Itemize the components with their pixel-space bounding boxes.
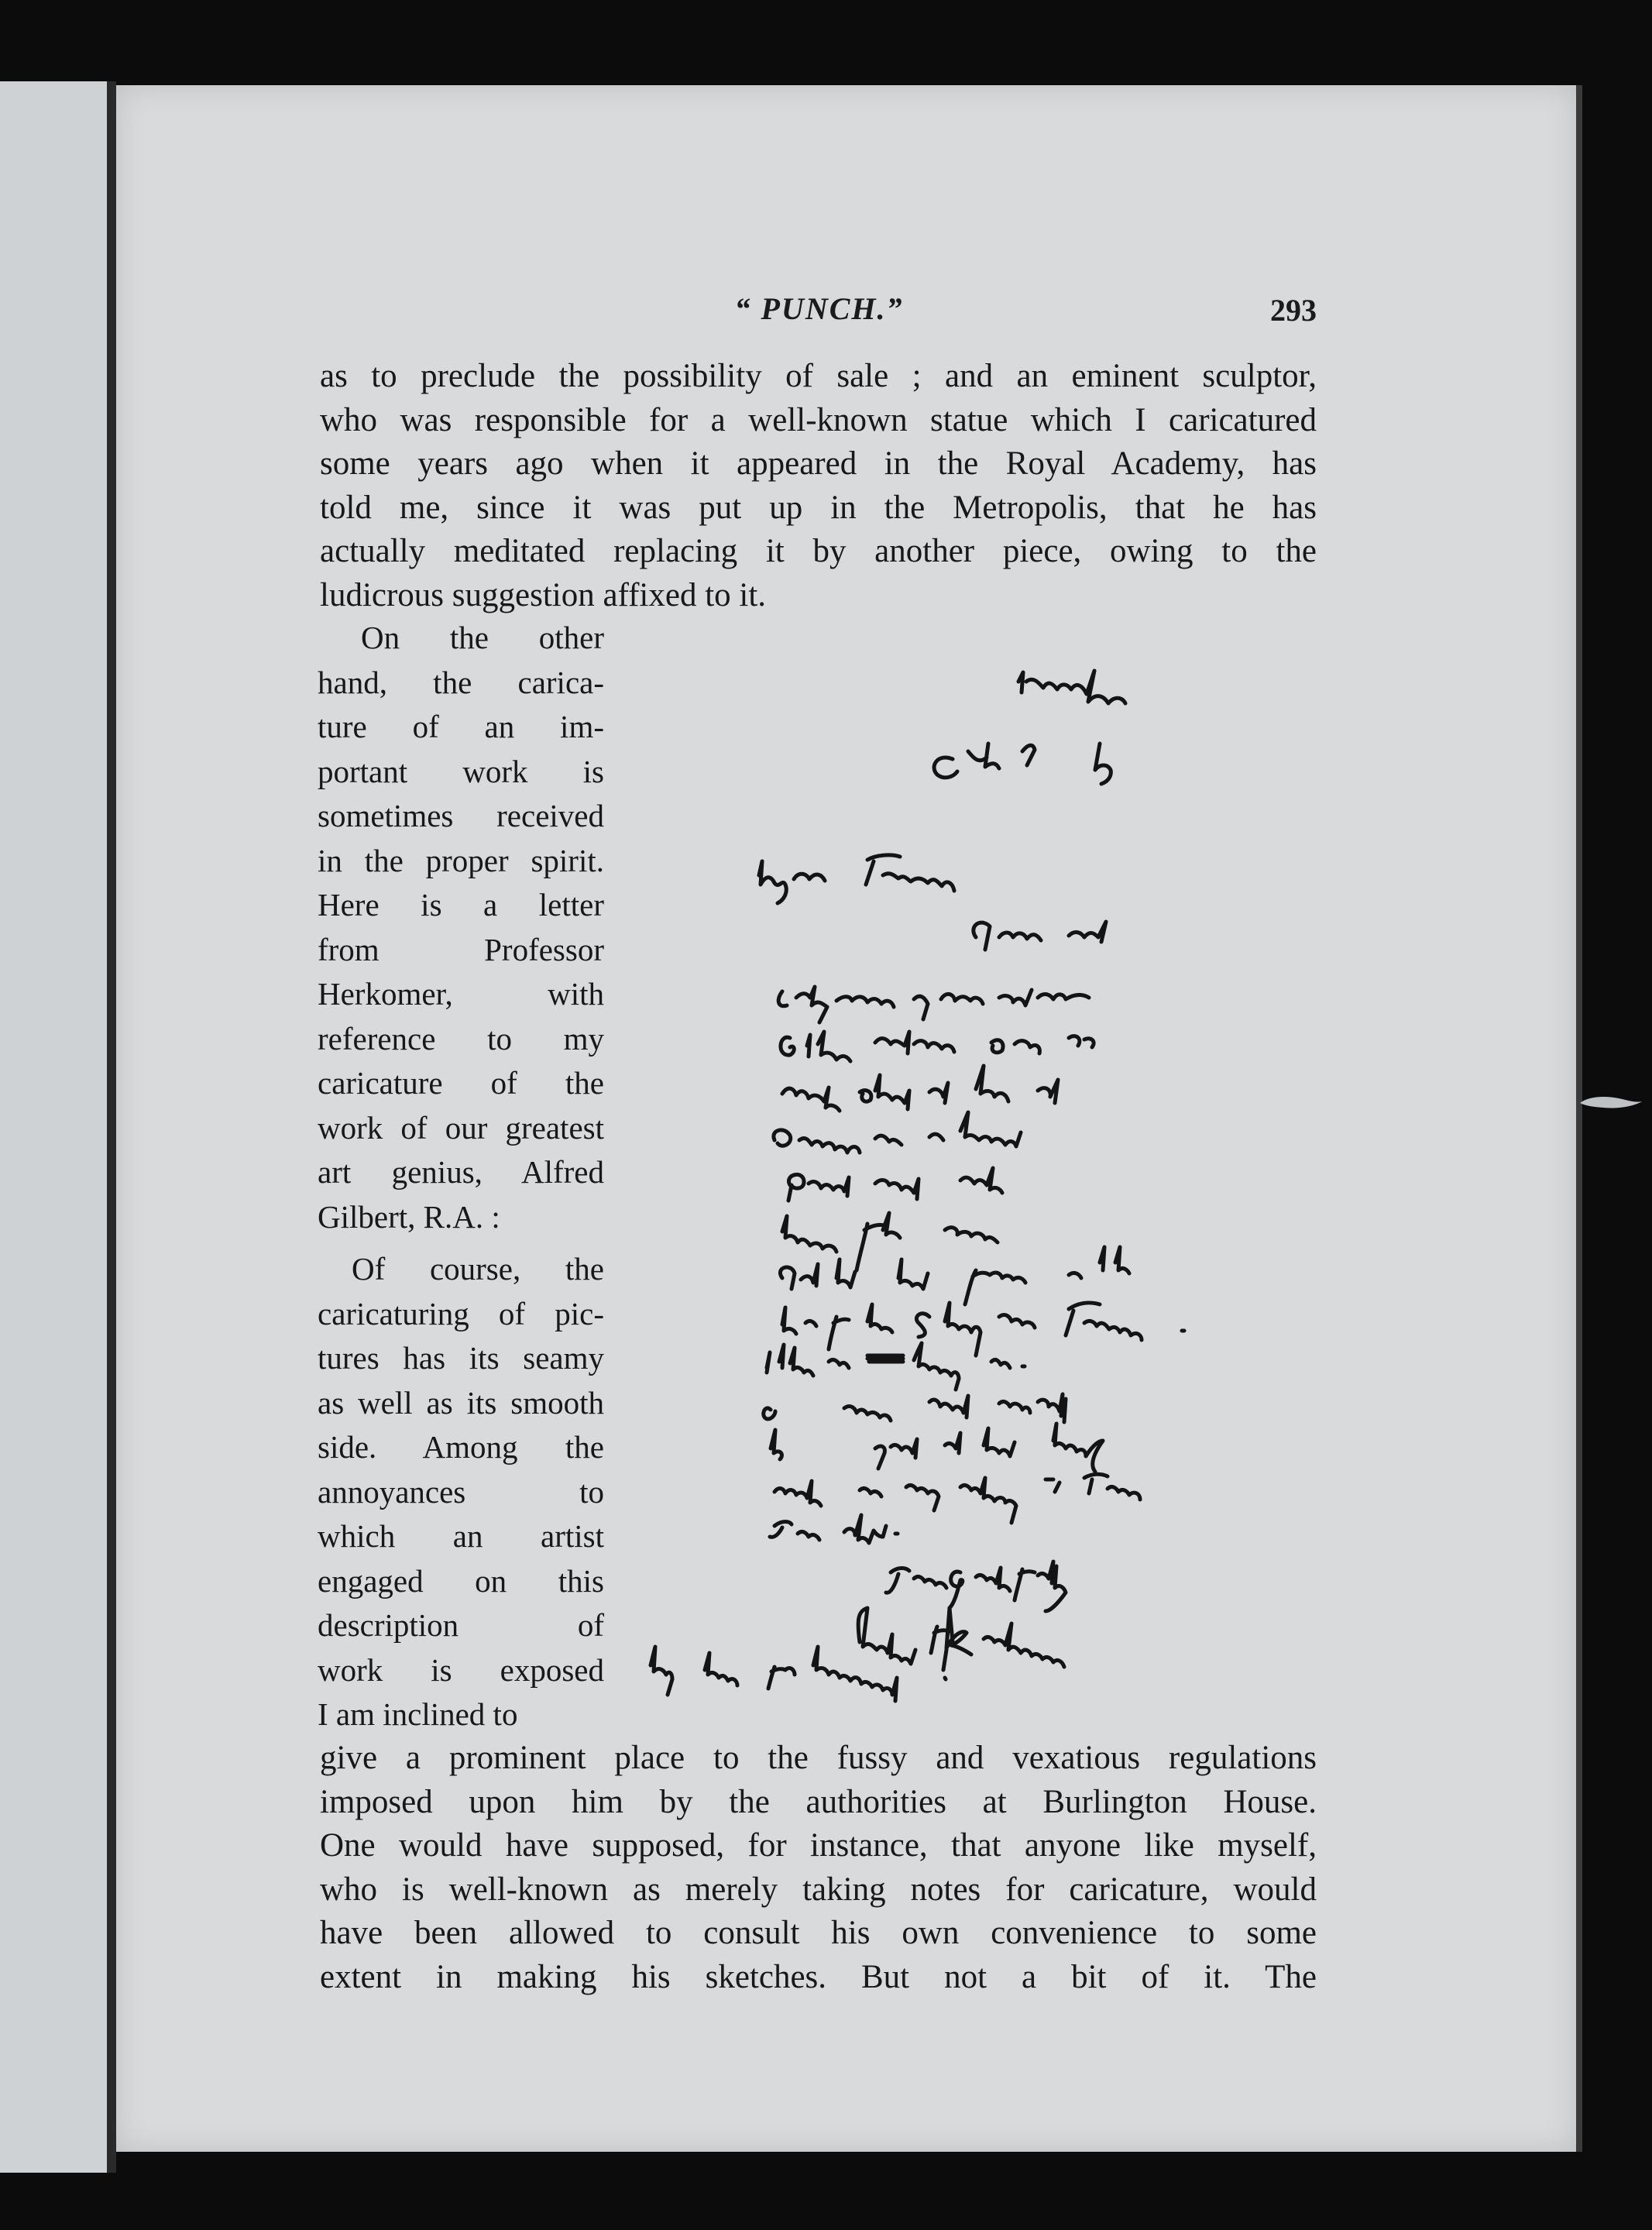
text-line: Gilbert, R.A. : — [318, 1198, 500, 1235]
text-line: imposed upon him by the authorities at Burlington House. — [320, 1783, 1317, 1820]
text-line: give a prominent place to the fussy and vexatious regulations — [320, 1740, 1317, 1776]
text-line: tures has its seamy — [318, 1340, 604, 1376]
text-line: some years ago when it appeared in the Royal Academy, has — [320, 445, 1317, 482]
text-line: actually meditated replacing it by another piece, owing to the — [320, 533, 1317, 569]
text-line: ludicrous suggestion affixed to it. — [320, 576, 767, 613]
text-line: annoyances to — [318, 1473, 604, 1510]
narrow-column — [318, 616, 604, 1737]
book-gutter — [107, 81, 116, 2173]
text-line: Herkomer, with — [318, 976, 604, 1012]
page-number: 293 — [1270, 293, 1317, 328]
text-line: reference to my — [318, 1020, 604, 1057]
text-line: Of course, the — [352, 1251, 604, 1287]
text-line: as well as its smooth — [318, 1384, 604, 1421]
text-line: told me, since it was put up in the Metropolis, that he has — [320, 489, 1317, 526]
page-header — [321, 290, 1317, 337]
text-line: Here is a letter — [318, 887, 604, 923]
text-line: have been allowed to consult his own convenience to some — [320, 1915, 1317, 1951]
text-line: who is well-known as merely taking notes for caricature, would — [320, 1871, 1317, 1908]
top-paragraph — [320, 355, 1317, 617]
text-line: I am inclined to — [318, 1696, 518, 1732]
facing-page-edge — [0, 81, 112, 2173]
page-edge — [1576, 85, 1582, 2152]
text-line: which an artist — [318, 1518, 604, 1554]
text-line: in the proper spirit. — [318, 842, 604, 878]
text-line: On the other — [361, 620, 604, 655]
text-line: sometimes received — [318, 798, 604, 833]
text-line: One would have supposed, for instance, that anyone like myself, — [320, 1827, 1317, 1864]
bottom-paragraph — [320, 1737, 1317, 1999]
text-line: who was responsible for a well-known statue which I caricatured — [320, 401, 1317, 438]
text-line: description of — [318, 1607, 604, 1643]
handwritten-letter-image — [635, 666, 1332, 1704]
running-head: “ PUNCH.” — [734, 291, 904, 326]
text-line: work of our greatest — [318, 1109, 604, 1146]
scan-artifact — [1580, 1092, 1642, 1114]
text-line: side. Among the — [318, 1429, 604, 1465]
text-line: caricature of the — [318, 1065, 604, 1101]
text-line: ture of an im- — [318, 709, 604, 744]
text-line: hand, the carica- — [318, 664, 604, 700]
text-line: extent in making his sketches. But not a bit of it. The — [320, 1958, 1317, 1995]
text-line: work is exposed — [318, 1651, 604, 1688]
text-line: as to preclude the possibility of sale ; and an eminent sculptor, — [320, 358, 1317, 394]
text-line: portant work is — [318, 753, 604, 789]
text-line: from Professor — [318, 931, 604, 967]
text-line: art genius, Alfred — [318, 1154, 604, 1190]
text-line: engaged on this — [318, 1562, 604, 1599]
text-line: caricaturing of pic- — [318, 1295, 604, 1331]
